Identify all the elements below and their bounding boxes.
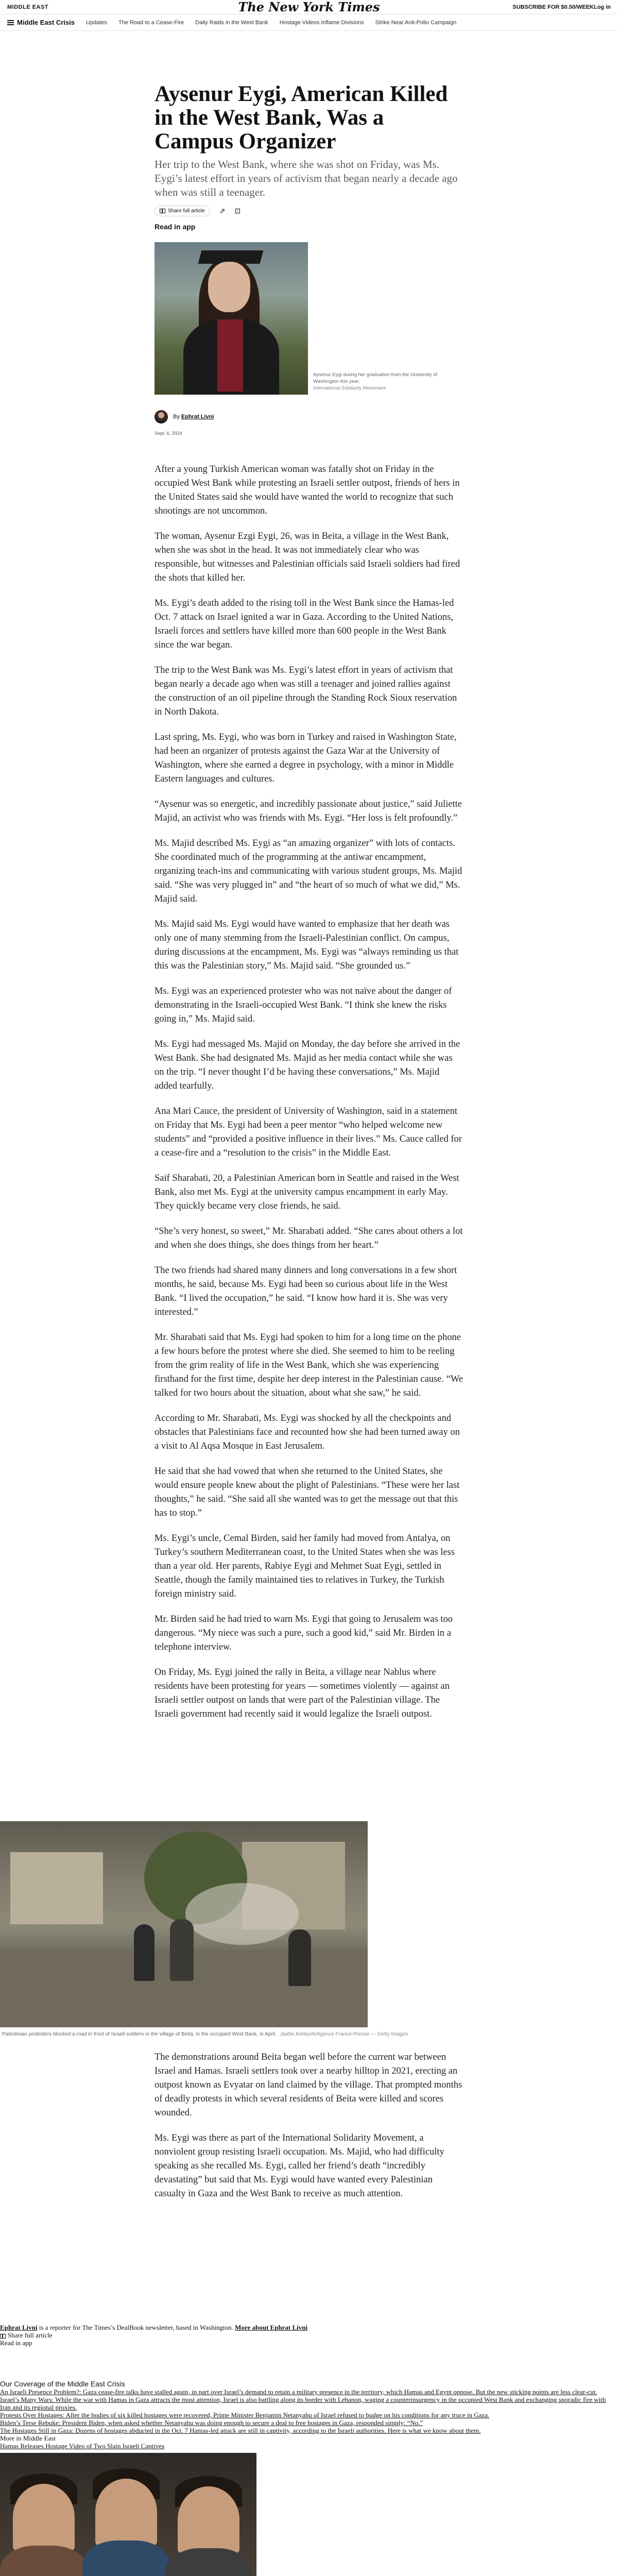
article-body xyxy=(154,463,464,1721)
article xyxy=(154,82,464,1733)
body-paragraph: Mr. Birden said he had tried to warn Ms. Eygi that going to Jerusalem was too dangerous. “My niece was such a pure, such a good kid,” said Mr. Birden in a telephone interview. xyxy=(154,1614,453,1652)
body-paragraph: Ms. Eygi had messaged Ms. Majid on Monday, the day before she arrived in the West Bank. She had designated Ms. Majid as her media contact while she was on the trip. “I never thought I’d be having these conversations,” Ms. Majid added tearfully. xyxy=(154,1039,460,1091)
body-paragraph: Last spring, Ms. Eygi, who was born in Turkey and raised in Washington State, had been an organizer of protests against the Gaza War at the University of Washington, where she earned a degree in psychology, with a minor in Middle Eastern languages and cultures. xyxy=(154,732,457,784)
author-bio xyxy=(0,2324,618,2331)
headline: Aysenur Eygi, American Killed in the West Bank, Was a Campus Organizer xyxy=(154,82,448,154)
byline-prefix: By xyxy=(173,414,181,420)
related-story-title[interactable]: Hamas Releases Hostage Video of Two Slain Israeli Captives xyxy=(0,2442,165,2450)
lead-caption-text: Aysenur Eygi during her graduation from the University of Washington this year. xyxy=(313,372,438,384)
coverage-item[interactable]: Biden’s Terse Rebuke: President Biden, when asked whether Netanyahu was doing enough to secure a deal to free hostages in Gaza, responded simply: “No.” xyxy=(0,2419,423,2427)
subnav-link-hostage-videos[interactable]: Hostage Videos Inflame Divisions xyxy=(279,19,364,26)
author-bio-name-link[interactable]: Ephrat Livni xyxy=(0,2324,38,2331)
article-body-continued xyxy=(154,2050,464,2212)
body-paragraph: On Friday, Ms. Eygi joined the rally in Beita, a village near Nablus where residents have been protesting for years — sometimes violently — against an Israeli settler outpost on lands that were part of the Palestinian village. The Israeli government had recently said it would legalize the Israeli outpost. xyxy=(154,1667,450,1719)
menu-icon[interactable] xyxy=(7,20,14,25)
subnav-link-updates[interactable]: Updates xyxy=(85,19,107,26)
footer-read-in-app[interactable]: Read in app xyxy=(0,2339,32,2347)
body-paragraph: Mr. Sharabati said that Ms. Eygi had spoken to him for a long time on the phone a few hours before the protest where she died. She seemed to him to be reeling from the grim reality of life in the West Bank, which she was experiencing firsthand for the first time, despite her deep interest in the Palestinian cause. “We talked for two hours about the situation, about what she saw,” he said. xyxy=(154,1332,464,1398)
author-more-link[interactable]: More about Ephrat Livni xyxy=(235,2324,308,2331)
body-paragraph: The trip to the West Bank was Ms. Eygi’s latest effort in years of activism that began nearly a decade ago when was still a teenager and joined rallies against the construction of an oil pipeline through the Standing Rock Sioux reservation in North Dakota. xyxy=(154,665,457,717)
share-label: Share full article xyxy=(168,208,205,214)
nyt-logo[interactable]: The New York Times xyxy=(238,0,380,14)
related-story-photo[interactable] xyxy=(0,2453,256,2576)
coverage-item[interactable]: Protests Over Hostages: After the bodies of six killed hostages were recovered, Prime Minister Benjamin Netanyahu of Israel refused to budge on his conditions for any truce in Gaza. xyxy=(0,2411,490,2419)
read-in-app-link[interactable]: Read in app xyxy=(154,223,196,231)
coverage-heading: Our Coverage of the Middle East Crisis xyxy=(0,2380,125,2388)
article-tools xyxy=(154,206,464,216)
footer-share[interactable] xyxy=(0,2331,618,2339)
share-icon[interactable]: ⇗ xyxy=(219,207,226,215)
body-paragraph: Ms. Majid described Ms. Eygi as “an amazing organizer” with lots of contacts. She coordinated much of the programming at the antiwar encampment, organizing teach-ins and communicating with various student groups, Ms. Majid said. “She was very plugged in” and “the heart of so much of what we did,” Ms. Majid said. xyxy=(154,838,462,904)
body-paragraph: Ms. Eygi’s uncle, Cemal Birden, said her family had moved from Antalya, on Turkey’s southern Mediterranean coast, to the United States when she was less than a year old. Her parents, Rabiye Eygi and Mehmet Suat Eygi, settled in Seattle, though the family maintained ties to relatives in Turkey, the Turkish foreign ministry said. xyxy=(154,1533,455,1599)
subnav-link-strike-polio[interactable]: Strike Near Anti-Polio Campaign xyxy=(375,19,457,26)
subnav-category[interactable] xyxy=(7,19,75,26)
lead-caption xyxy=(313,371,464,395)
more-in-section-link[interactable]: More in Middle East xyxy=(0,2434,56,2442)
related-coverage xyxy=(0,2380,618,2576)
subnav-link-raids[interactable]: Daily Raids in the West Bank xyxy=(195,19,268,26)
summary-dek: Her trip to the West Bank, where she was shot on Friday, was Ms. Eygi’s latest effort in years of activism that began nearly a decade ago when was still a teenager. xyxy=(154,158,458,198)
body-paragraph: Ms. Majid said Ms. Eygi would have wanted to emphasize that her death was only one of many stemming from the Israeli-Palestinian conflict. On campus, during discussions at the encampment, Ms. Eygi was “always reminding us that this was the Palestinian story,” Ms. Majid said. “She grounded us.” xyxy=(154,919,459,971)
lead-photo-credit: International Solidarity Movement xyxy=(313,385,386,391)
body-paragraph: Ms. Eygi’s death added to the rising toll in the West Bank since the Hamas-led Oct. 7 attack on Israel ignited a war in Gaza. According to the United Nations, Israeli forces and settlers have killed more than 600 people in the West Bank since the war began. xyxy=(154,598,454,650)
subnav-link-cease-fire[interactable]: The Road to a Cease-Fire xyxy=(118,19,184,26)
bookmark-icon[interactable]: ⊡ xyxy=(234,207,241,215)
article-footer xyxy=(0,2324,618,2347)
body-paragraph: Ana Mari Cauce, the president of University of Washington, said in a statement on Friday that Ms. Eygi had been a peer mentor “who helped welcome new students” and “provided a positive influence in their lives.” Ms. Cauce called for a cease-fire and a “resolution to the crisis” in the Middle East. xyxy=(154,1106,462,1158)
body-paragraph: “Aysenur was so energetic, and incredibly passionate about justice,” said Juliette Majid, an activist who was friends with Ms. Eygi. “Her loss is felt profoundly.” xyxy=(154,799,462,823)
subscribe-login-link[interactable]: SUBSCRIBE FOR $0.50/WEEKLog in xyxy=(512,4,611,10)
subnav-category-label[interactable]: Middle East Crisis xyxy=(17,19,75,26)
coverage-item[interactable]: An Israeli Presence Problem?: Gaza cease-fire talks have stalled again, in part over Israel’s demand to retain a military presence in the territory, which Hamas and Egypt oppose. But the new sticking points are less clear-cut. xyxy=(0,2388,597,2396)
body-paragraph: “She’s very honest, so sweet,” Mr. Sharabati added. “She cares about others a lot and when she does things, she does things from her heart.” xyxy=(154,1226,463,1250)
body-paragraph: The woman, Aysenur Ezgi Eygi, 26, was in Beita, a village in the West Bank, when she was shot in the head. It was not immediately clear who was responsible, but witnesses and Palestinian officials said Israeli soldiers had fired the shots that killed her. xyxy=(154,531,460,583)
inline-caption-text: Palestinian protesters blocked a road in front of Israeli soldiers in the village of Beita, in the occupied West Bank, in April. xyxy=(2,2031,277,2037)
gift-icon xyxy=(0,2334,6,2338)
body-paragraph: After a young Turkish American woman was fatally shot on Friday in the occupied West Bank while protesting an Israeli settler outpost, friends of hers in the United States said she would have wanted the world to recognize that such shootings are not uncommon. xyxy=(154,464,460,516)
body-paragraph: Ms. Eygi was an experienced protester who was not naïve about the danger of demonstrating in the Israeli-occupied West Bank. “I think she knew the risks going in,” Ms. Majid said. xyxy=(154,986,452,1024)
body-paragraph: Saif Sharabati, 20, a Palestinian American born in Seattle and raised in the West Bank, also met Ms. Eygi at the university campus encampment in early May. They quickly became very close friends, he said. xyxy=(154,1173,459,1211)
section-label[interactable]: MIDDLE EAST xyxy=(7,4,49,10)
share-full-article-button[interactable] xyxy=(154,206,210,216)
gift-icon xyxy=(160,209,165,213)
body-paragraph: He said that she had vowed that when she returned to the United States, she would ensure people knew about the plight of Palestinians. “These were her last thoughts,” he said. “She said all she wanted was to get the message out that this has to stop.” xyxy=(154,1466,460,1518)
author-avatar[interactable] xyxy=(154,410,168,423)
protest-photo xyxy=(0,1821,368,2027)
author-name-link[interactable]: Ephrat Livni xyxy=(181,414,214,420)
inline-caption xyxy=(0,2031,618,2037)
body-paragraph: The demonstrations around Beita began well before the current war between Israel and Hamas. Israeli settlers took over a nearby hilltop in 2021, erecting an outpost known as Evyatar on land claimed by the village. That prompted months of deadly protests in which several residents of Beita were killed and scores wounded. xyxy=(154,2052,462,2118)
story-subnav xyxy=(0,14,618,31)
inline-figure xyxy=(0,1821,618,2037)
footer-share-label: Share full article xyxy=(8,2331,53,2339)
body-paragraph: According to Mr. Sharabati, Ms. Eygi was shocked by all the checkpoints and obstacles that Palestinians face and recounted how she had been turned away on a visit to Al Aqsa Mosque in East Jerusalem. xyxy=(154,1413,460,1451)
byline xyxy=(154,410,464,423)
lead-figure xyxy=(154,242,464,395)
coverage-item[interactable]: The Hostages Still in Gaza: Dozens of hostages abducted in the Oct. 7 Hamas-led attack are still in captivity, according to the Israeli authorities. Here is what we know about them. xyxy=(0,2427,481,2434)
body-paragraph: Ms. Eygi was there as part of the International Solidarity Movement, a nonviolent group resisting Israeli occupation. Ms. Majid, who had difficulty speaking as she recalled Ms. Eygi, called her friend’s death “incredibly devastating” but said that Ms. Eygi would have wanted every Palestinian casualty in Gaza and the West Bank to receive as much attention. xyxy=(154,2133,444,2199)
publish-date: Sept. 6, 2024 xyxy=(154,431,182,436)
body-paragraph: The two friends had shared many dinners and long conversations in a few short months, he said, because Ms. Eygi had been so curious about life in the West Bank. “I lived the occupation,” he said. “I know how hard it is. She was very interested.” xyxy=(154,1265,457,1317)
lead-photo xyxy=(154,242,308,395)
author-bio-text: is a reporter for The Times’s DealBook newsletter, based in Washington. xyxy=(37,2324,235,2331)
inline-photo-credit: Jaafar Ashtiyeh/Agence France-Presse — Getty Images xyxy=(280,2031,408,2037)
top-bar xyxy=(0,0,618,14)
coverage-item[interactable]: Israel’s Many Wars: While the war with Hamas in Gaza attracts the most attention, Israel is also battling along its border with Lebanon, waging a counterinsurgency in the occupied West Bank and exchanging sporadic fire with Iran and its regional proxies. xyxy=(0,2396,606,2411)
